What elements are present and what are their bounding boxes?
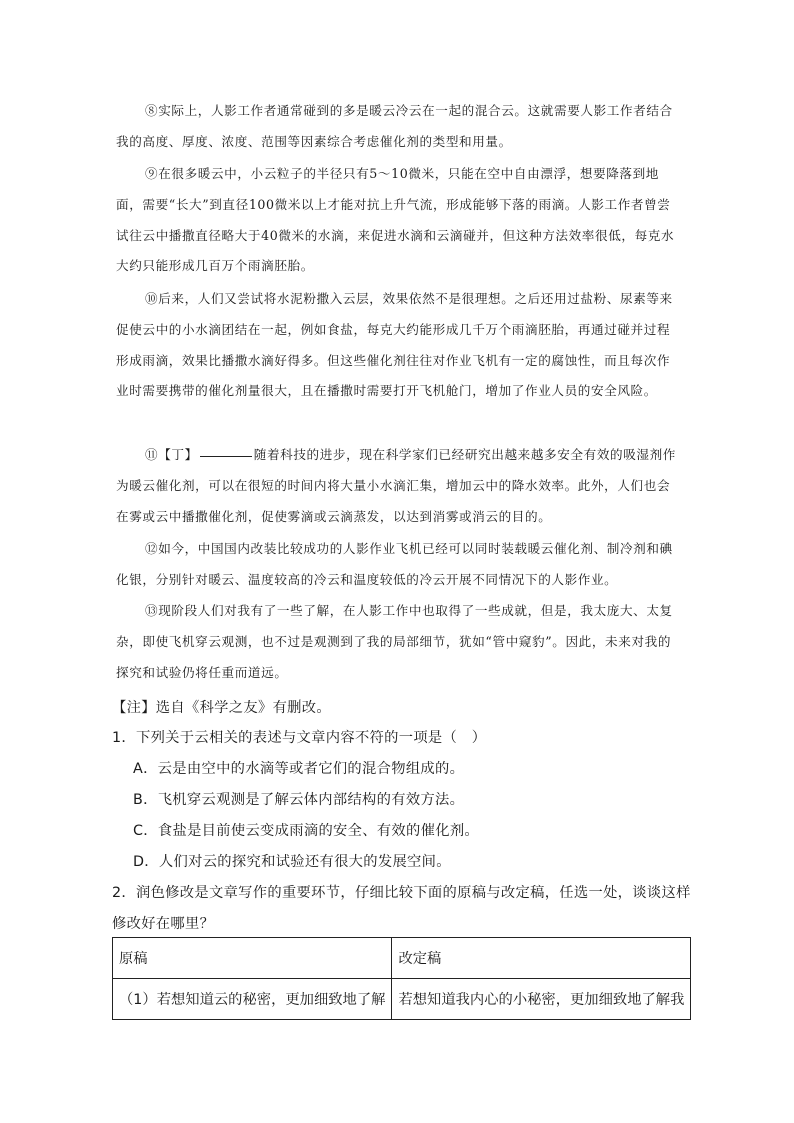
table-header-row <box>113 938 691 979</box>
header-original: 原稿 <box>113 938 392 979</box>
source-note: 【注】选自《科学之友》有删改。 <box>112 700 331 716</box>
paragraph-11 <box>116 440 682 532</box>
paragraph-10: ⑩后来，人们又尝试将水泥粉撒入云层，效果依然不是很理想。之后还用过盐粉、尿素等来促使云中的小水滴团结在一起，例如食盐，每克大约能形成几千万个雨滴胚胎，再通过碰并过程形成雨滴，效果比播撒水滴好得多。但这些催化剂往往对作业飞机有一定的腐蚀性，而且每次作业时需要携带的催化剂量很大，且在播撒时需要打开飞机舱门，增加了作业人员的安全风险。 <box>116 291 673 399</box>
comparison-table <box>112 937 691 1020</box>
question-2-stem-line1: 2．润色修改是文章写作的重要环节，仔细比较下面的原稿与改定稿，任选一处，谈谈这样 <box>112 885 691 901</box>
question-1-option-b: B．飞机穿云观测是了解云体内部结构的有效方法。 <box>133 792 465 808</box>
paragraph-8: ⑧实际上，人影工作者通常碰到的多是暖云冷云在一起的混合云。这就需要人影工作者结合我的高度、厚度、浓度、范围等因素综合考虑催化剂的类型和用量。 <box>116 103 673 149</box>
paragraph-13: ⑬现阶段人们对我有了一些了解，在人影工作中也取得了一些成就，但是，我太庞大、太复杂，即使飞机穿云观测，也不过是观测到了我的局部细节，犹如“管中窥豹”。因此，未来对我的探究和试验仍将任重而道远。 <box>116 603 673 680</box>
question-2-stem-line2: 修改好在哪里？ <box>112 916 215 932</box>
cell-revised-1: 若想知道我内心的小秘密，更加细致地了解我 <box>392 979 691 1020</box>
question-1-stem: 1．下列关于云相关的表述与文章内容不符的一项是（ ） <box>112 730 487 746</box>
question-1-option-d: D．人们对云的探究和试验还有很大的发展空间。 <box>133 854 451 870</box>
paragraph-9: ⑨在很多暖云中，小云粒子的半径只有5～10微米，只能在空中自由漂浮，想要降落到地面，需要“长大”到直径100微米以上才能对抗上升气流，形成能够下落的雨滴。人影工作者曾尝试往云中播撒直径略大于40微米的水滴，来促进水滴和云滴碰并，但这种方法效率很低，每克水大约只能形成几百万个雨滴胚胎。 <box>116 166 675 274</box>
paragraph-12: ⑫如今，中国国内改装比较成功的人影作业飞机已经可以同时装载暖云催化剂、制冷剂和碘化银，分别针对暖云、温度较高的冷云和温度较低的冷云开展不同情况下的人影作业。 <box>116 541 673 587</box>
fill-in-blank <box>200 455 252 457</box>
header-revised: 改定稿 <box>392 938 691 979</box>
question-1-option-a: A．云是由空中的水滴等或者它们的混合物组成的。 <box>133 761 465 777</box>
cell-original-1: （1）若想知道云的秘密，更加细致地了解 <box>113 979 392 1020</box>
question-1-option-c: C．食盐是目前使云变成雨滴的安全、有效的催化剂。 <box>133 823 480 839</box>
paragraph-11-marker: ⑪【丁】 <box>145 447 198 462</box>
table-row <box>113 979 691 1020</box>
paragraph-11-text: 随着科技的进步，现在科学家们已经研究出越来越多安全有效的吸湿剂作为暖云催化剂，可以在很短的时间内将大量小水滴汇集，增加云中的降水效率。此外，人们也会在雾或云中播撒催化剂，促使雾滴或云滴蒸发，以达到消雾或消云的目的。 <box>116 447 676 524</box>
